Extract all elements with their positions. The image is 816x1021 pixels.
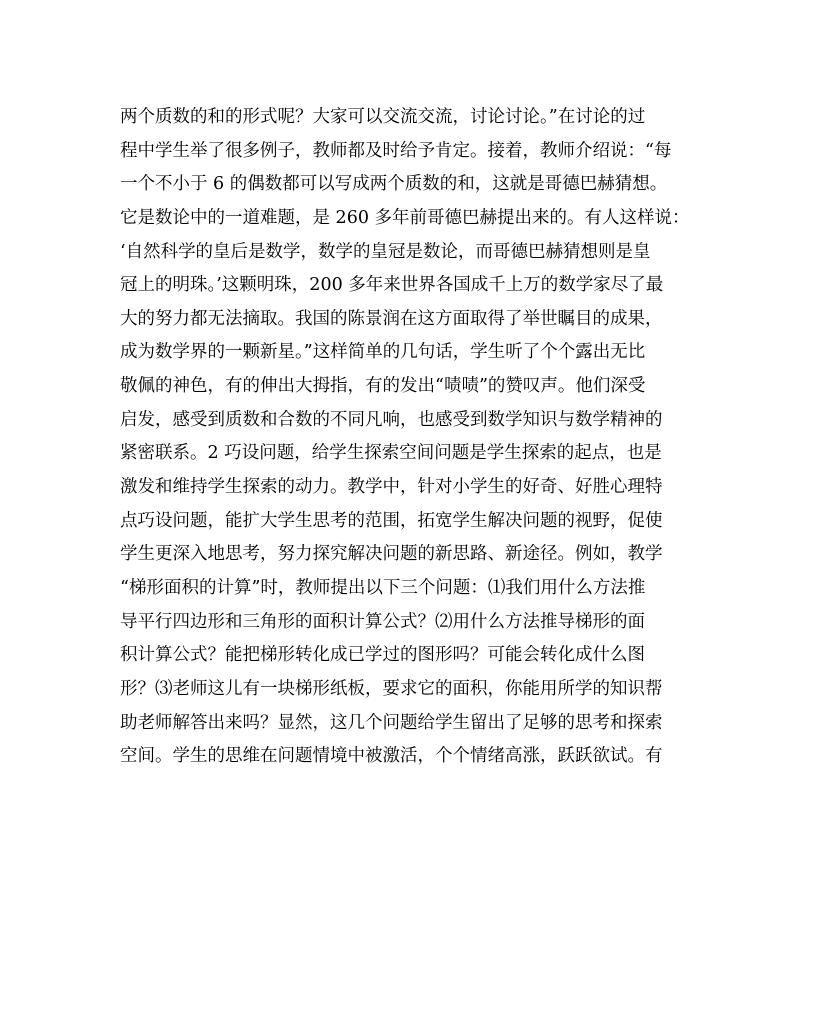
text-line: 一个不小于 6 的偶数都可以写成两个质数的和，这就是哥德巴赫猜想。 xyxy=(120,174,668,195)
text-line: 敬佩的神色，有的伸出大拇指，有的发出“啧啧”的赞叹声。他们深受 xyxy=(120,376,646,397)
text-line: “梯形面积的计算”时，教师提出以下三个问题：⑴我们用什么方法推 xyxy=(120,577,646,598)
text-line: 启发，感受到质数和合数的不同凡响，也感受到数学知识与数学精神的 xyxy=(120,409,663,430)
text-line: 导平行四边形和三角形的面积计算公式？⑵用什么方法推导梯形的面 xyxy=(120,611,645,632)
text-line: 助老师解答出来吗？显然，这几个问题给学生留出了足够的思考和探索 xyxy=(120,712,663,733)
text-line: 激发和维持学生探索的动力。教学中，针对小学生的好奇、好胜心理特 xyxy=(120,477,663,498)
text-line: 积计算公式？能把梯形转化成已学过的图形吗？可能会转化成什么图 xyxy=(120,645,645,666)
text-line: 它是数论中的一道难题，是 260 多年前哥德巴赫提出来的。有人这样说： xyxy=(120,207,690,228)
text-line: 形？⑶老师这儿有一块梯形纸板，要求它的面积，你能用所学的知识帮 xyxy=(120,678,663,699)
text-line: 紧密联系。2 巧设问题，给学生探索空间问题是学生探索的起点，也是 xyxy=(120,443,662,464)
body-text xyxy=(120,101,700,774)
text-line: 程中学生举了很多例子，教师都及时给予肯定。接着，教师介绍说：“每 xyxy=(120,140,672,161)
text-line: 冠上的明珠。’这颗明珠，200 多年来世界各国成千上万的数学家尽了最 xyxy=(120,275,664,296)
text-line: 两个质数的和的形式呢？大家可以交流交流，讨论讨论。”在讨论的过 xyxy=(120,107,646,127)
text-line: 成为数学界的一颗新星。”这样简单的几句话，学生听了个个露出无比 xyxy=(120,342,646,363)
text-line: 学生更深入地思考，努力探究解决问题的新思路、新途径。例如，教学 xyxy=(120,544,663,565)
text-line: 点巧设问题，能扩大学生思考的范围，拓宽学生解决问题的视野，促使 xyxy=(120,510,663,531)
text-line: ‘自然科学的皇后是数学，数学的皇冠是数论，而哥德巴赫猜想则是皇 xyxy=(120,241,651,262)
text-line: 大的努力都无法摘取。我国的陈景润在这方面取得了举世瞩目的成果， xyxy=(120,308,663,329)
text-line: 空间。学生的思维在问题情境中被激活，个个情绪高涨，跃跃欲试。有 xyxy=(120,746,663,767)
